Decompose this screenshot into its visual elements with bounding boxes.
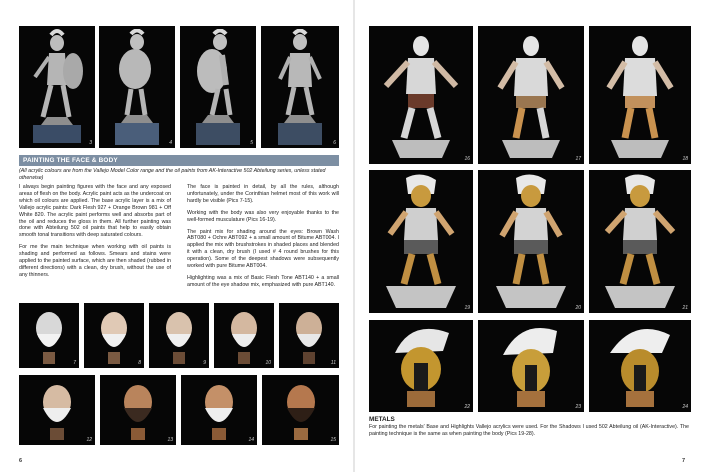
grey-warrior-illustration — [27, 29, 87, 147]
photo-number: 17 — [575, 156, 581, 162]
paragraph: Highlighting was a mix of Basic Flesh Tone ABT140 + a small amount of the eye shadow mix, emphasized with pure ABT140. — [187, 274, 339, 288]
bust-illustration — [289, 308, 329, 364]
photo-number: 20 — [575, 305, 581, 311]
painted-body-illustration — [595, 30, 685, 160]
helmet-illustration — [600, 323, 680, 409]
photo-figure-armor — [589, 170, 691, 313]
photo-number: 16 — [464, 156, 470, 162]
photo-grey-figure — [261, 26, 339, 148]
photo-grey-figure — [180, 26, 256, 148]
paragraph: The paint mix for shading around the eyes: Brown Wash ABT080 + Ochre ABT092 + a small amount of Bitume ABT004. I applied the mix with brushstrokes in shaded places and blended it with a clean, dry brush (I used # 4 round brushes for this operation). Some of the deepest shadows were subsequently worked with pure Bitume ABT004. — [187, 228, 339, 270]
photo-grey-figure — [19, 26, 95, 148]
left-page — [0, 0, 354, 472]
photo-number: 15 — [330, 437, 336, 443]
photo-number: 6 — [333, 140, 336, 146]
photo-helmet — [369, 320, 473, 412]
photo-helmet — [478, 320, 584, 412]
photo-number: 12 — [86, 437, 92, 443]
photo-number: 21 — [682, 305, 688, 311]
photo-number: 10 — [265, 360, 271, 366]
grey-warrior-illustration — [107, 29, 167, 147]
photo-number: 24 — [682, 404, 688, 410]
bust-illustration — [35, 380, 79, 440]
photo-number: 23 — [575, 404, 581, 410]
paragraph: For me the main technique when working with oil paints is shading and performed as follows. Smears and stains were applied to the painted surface, which are then shaded (rubbed in different directions) with a clean, dry brush, without the use of any thinners. — [19, 244, 171, 278]
bust-illustration — [224, 308, 264, 364]
armored-warrior-illustration — [486, 174, 576, 310]
grey-warrior-illustration — [188, 29, 248, 147]
photo-number: 3 — [89, 140, 92, 146]
photo-head-white — [84, 303, 144, 368]
photo-number: 4 — [169, 140, 172, 146]
photo-number: 11 — [330, 360, 336, 366]
bust-illustration — [279, 380, 323, 440]
grey-warrior-illustration — [270, 29, 330, 147]
photo-number: 18 — [682, 156, 688, 162]
helmet-illustration — [381, 323, 461, 409]
photo-number: 9 — [203, 360, 206, 366]
photo-head-painted — [262, 375, 339, 445]
armored-warrior-illustration — [376, 174, 466, 310]
painted-body-illustration — [486, 30, 576, 160]
photo-helmet — [589, 320, 691, 412]
photo-figure-body — [589, 26, 691, 164]
photo-number: 22 — [464, 404, 470, 410]
photo-head-painted — [181, 375, 257, 445]
photo-number: 14 — [248, 437, 254, 443]
bust-illustration — [29, 308, 69, 364]
photo-head-white — [149, 303, 209, 368]
metals-paragraph: For painting the metals' Base and Highlights Vallejo acrylics were used. For the Shadows I used 502 Abteilung oil (AK-Interactive). The painting technique is the same as when painting the body (Pics 19-28). — [369, 424, 689, 437]
bust-illustration — [159, 308, 199, 364]
photo-figure-armor — [478, 170, 584, 313]
photo-head-white — [214, 303, 274, 368]
painted-body-illustration — [376, 30, 466, 160]
body-text-column-a — [19, 184, 171, 284]
paragraph: The face is painted in detail, by all the rules, although unfortunately, under the Corinthian helmet most of this work will hardly be visible (Pics 7-15). — [187, 184, 339, 204]
photo-figure-armor — [369, 170, 473, 313]
page-number-right: 7 — [682, 458, 686, 464]
paragraph: I always begin painting figures with the face and any exposed areas of flesh on the body. Acrylic paint acts as the undercoat on which oil colours are applied. The base acrylic layer is a mix of Vallejo acrylic paints: Dark Flesh 927 + Orange Brown 981 + Off White 820. The acrylic paint performs well and absorbs part of the oil and reduces the gloss in them. All further painting was done with Abteilung 502 oil paints that help to easily obtain smooth tonal transitions with deep saturated colours. — [19, 184, 171, 239]
photo-head-white — [19, 303, 79, 368]
armored-warrior-illustration — [595, 174, 685, 310]
intro-note: (All acrylic colours are from the Vallejo Model Color range and the oil paints from AK-Interactive 502 Abteilung series, unless stated otherwise) — [19, 168, 326, 181]
photo-number: 19 — [464, 305, 470, 311]
photo-head-white — [279, 303, 339, 368]
photo-figure-body — [478, 26, 584, 164]
bust-illustration — [94, 308, 134, 364]
helmet-illustration — [491, 323, 571, 409]
photo-number: 8 — [138, 360, 141, 366]
photo-number: 7 — [73, 360, 76, 366]
bust-illustration — [197, 380, 241, 440]
paragraph: Working with the body was also very enjoyable thanks to the well-formed musculature (Pics 16-19). — [187, 209, 339, 223]
page-number-left: 6 — [19, 458, 23, 464]
photo-head-painted — [19, 375, 95, 445]
metals-heading: METALS — [369, 416, 395, 423]
photo-grey-figure — [99, 26, 175, 148]
body-text-column-b — [187, 184, 339, 294]
bust-illustration — [116, 380, 160, 440]
photo-head-painted — [100, 375, 176, 445]
section-heading: PAINTING THE FACE & BODY — [19, 155, 339, 166]
photo-figure-body — [369, 26, 473, 164]
photo-number: 5 — [250, 140, 253, 146]
photo-number: 13 — [167, 437, 173, 443]
